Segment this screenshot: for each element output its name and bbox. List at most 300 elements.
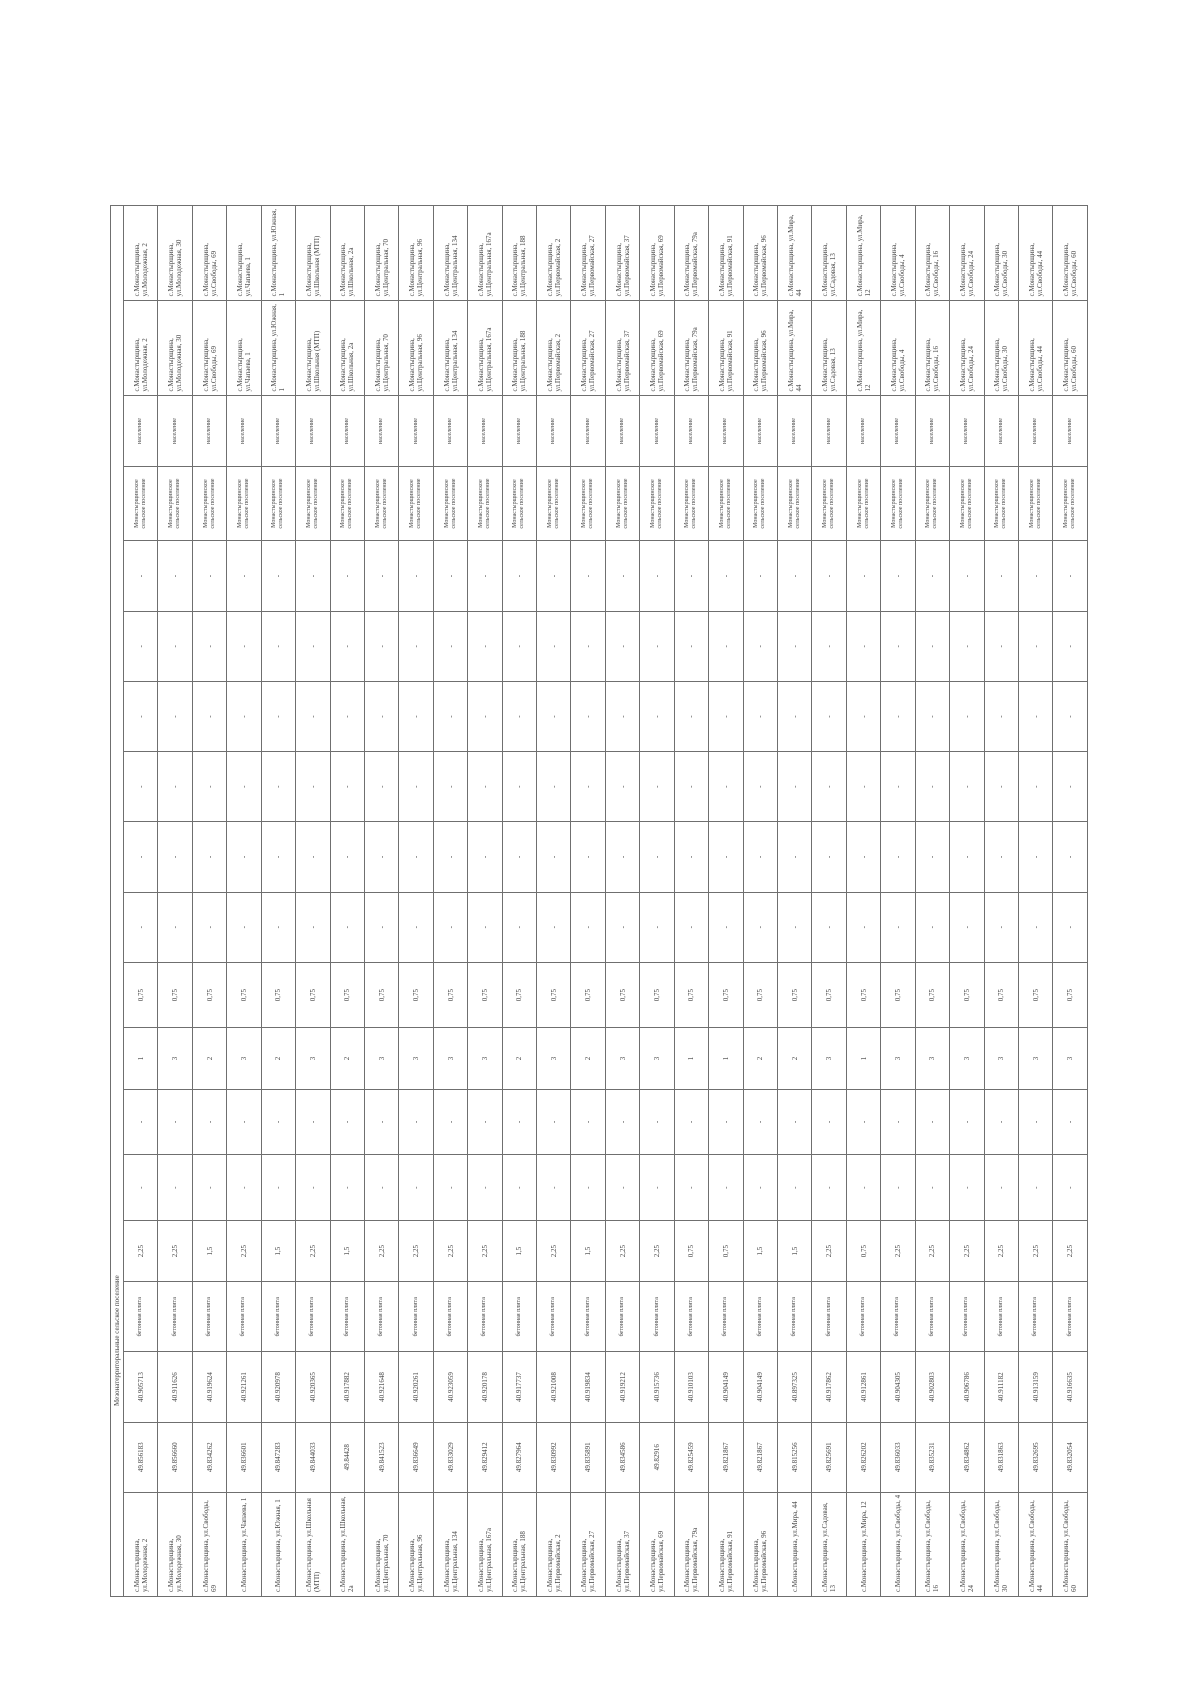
area-cell: 2,25 [227, 1221, 261, 1282]
container-count-cell: 3 [881, 1028, 915, 1089]
empty-col-1-cell: - [537, 892, 571, 962]
latitude-cell: 49.844033 [296, 1422, 330, 1492]
source-address-cell: с.Монастырщина, ул.Свободы, 24 [950, 301, 984, 396]
surface-type-cell: бетонная плита [709, 1282, 743, 1352]
container-volume-cell: 0,75 [192, 962, 226, 1028]
site-address-cell: с.Монастырщина, ул.Центральная, 96 [399, 1492, 433, 1596]
table-row [605, 206, 639, 1597]
surface-type-cell: бетонная плита [1018, 1282, 1052, 1352]
table-row [296, 206, 330, 1597]
longitude-cell: 40.917862 [812, 1352, 846, 1422]
longitude-cell: 40.919212 [605, 1352, 639, 1422]
empty-col-4-cell: - [330, 681, 364, 751]
container-count-planned-a-cell: - [433, 1155, 467, 1221]
empty-col-5-cell: - [124, 611, 158, 681]
empty-col-4-cell: - [571, 681, 605, 751]
surface-type-cell: бетонная плита [227, 1282, 261, 1352]
owner-name-cell: Монастырщинское сельское поселение [192, 466, 226, 541]
owner-name-cell: Монастырщинское сельское поселение [709, 466, 743, 541]
site-address-cell: с.Монастырщина, ул.Первомайская, 2 [537, 1492, 571, 1596]
owner-type-cell: население [537, 396, 571, 466]
site-address-cell: с.Монастырщина, ул.Свободы, 60 [1053, 1492, 1088, 1596]
area-cell: 1,5 [502, 1221, 536, 1282]
empty-col-4-cell: - [124, 681, 158, 751]
table-row [778, 206, 812, 1597]
surface-type-cell: бетонная плита [124, 1282, 158, 1352]
empty-col-3-cell: - [812, 752, 846, 822]
container-volume-cell: 0,75 [124, 962, 158, 1028]
empty-col-1-cell: - [743, 892, 777, 962]
longitude-cell: 40.913159 [1018, 1352, 1052, 1422]
empty-col-5-cell: - [984, 611, 1018, 681]
owner-type-cell: население [640, 396, 674, 466]
latitude-cell: 49.836649 [399, 1422, 433, 1492]
container-volume-cell: 0,75 [1053, 962, 1088, 1028]
table-row [571, 206, 605, 1597]
empty-col-6-cell: - [296, 541, 330, 611]
longitude-cell: 40.911182 [984, 1352, 1018, 1422]
empty-col-5-cell: - [1018, 611, 1052, 681]
section-row [111, 206, 124, 1597]
empty-col-2-cell: - [433, 822, 467, 892]
container-count-planned-a-cell: - [640, 1155, 674, 1221]
empty-col-1-cell: - [640, 892, 674, 962]
table-body [111, 206, 1088, 1597]
table-row [364, 206, 398, 1597]
empty-col-5-cell: - [812, 611, 846, 681]
source-address-cell: с.Монастырщина, ул.Первомайская, 2 [537, 301, 571, 396]
served-address-cell: с.Монастырщина, ул.Центральная, 134 [433, 206, 467, 301]
source-address-cell: с.Монастырщина, ул.Мира, 44 [778, 301, 812, 396]
source-address-cell: с.Монастырщина, ул.Центральная, 96 [399, 301, 433, 396]
site-address-cell: с.Монастырщина, ул.Свободы, 16 [915, 1492, 949, 1596]
site-address-cell: с.Монастырщина, ул.Чапаева, 1 [227, 1492, 261, 1596]
source-address-cell: с.Монастырщина, ул.Школьная, 2а [330, 301, 364, 396]
empty-col-5-cell: - [158, 611, 192, 681]
empty-col-3-cell: - [261, 752, 295, 822]
container-count-planned-a-cell: - [778, 1155, 812, 1221]
surface-type-cell: бетонная плита [571, 1282, 605, 1352]
owner-name-cell: Монастырщинское сельское поселение [468, 466, 502, 541]
empty-col-4-cell: - [227, 681, 261, 751]
empty-col-5-cell: - [915, 611, 949, 681]
source-address-cell: с.Монастырщина, ул.Центральная, 167а [468, 301, 502, 396]
empty-col-4-cell: - [915, 681, 949, 751]
container-count-planned-a-cell: - [399, 1155, 433, 1221]
latitude-cell: 49.832054 [1053, 1422, 1088, 1492]
owner-type-cell: население [364, 396, 398, 466]
empty-col-2-cell: - [192, 822, 226, 892]
surface-type-cell: бетонная плита [743, 1282, 777, 1352]
empty-col-3-cell: - [846, 752, 880, 822]
container-count-cell: 3 [537, 1028, 571, 1089]
container-count-planned-b-cell: - [605, 1089, 639, 1155]
empty-col-4-cell: - [192, 681, 226, 751]
container-volume-cell: 0,75 [846, 962, 880, 1028]
empty-col-3-cell: - [881, 752, 915, 822]
empty-col-1-cell: - [571, 892, 605, 962]
empty-col-5-cell: - [846, 611, 880, 681]
table-row [743, 206, 777, 1597]
empty-col-3-cell: - [192, 752, 226, 822]
empty-col-4-cell: - [640, 681, 674, 751]
container-count-planned-b-cell: - [261, 1089, 295, 1155]
empty-col-6-cell: - [433, 541, 467, 611]
container-count-planned-a-cell: - [846, 1155, 880, 1221]
owner-name-cell: Монастырщинское сельское поселение [433, 466, 467, 541]
container-count-planned-a-cell: - [227, 1155, 261, 1221]
container-volume-cell: 0,75 [571, 962, 605, 1028]
empty-col-2-cell: - [605, 822, 639, 892]
surface-type-cell: бетонная плита [364, 1282, 398, 1352]
container-count-planned-b-cell: - [743, 1089, 777, 1155]
container-count-planned-a-cell: - [709, 1155, 743, 1221]
surface-type-cell: бетонная плита [881, 1282, 915, 1352]
empty-col-4-cell: - [399, 681, 433, 751]
empty-col-2-cell: - [709, 822, 743, 892]
served-address-cell: с.Монастырщина, ул.Первомайская, 96 [743, 206, 777, 301]
area-cell: 2,25 [124, 1221, 158, 1282]
container-volume-cell: 0,75 [261, 962, 295, 1028]
latitude-cell: 49.827964 [502, 1422, 536, 1492]
latitude-cell: 49.847283 [261, 1422, 295, 1492]
site-address-cell: с.Монастырщина, ул.Центральная, 167а [468, 1492, 502, 1596]
latitude-cell: 49.826202 [846, 1422, 880, 1492]
container-count-planned-b-cell: - [1053, 1089, 1088, 1155]
site-address-cell: с.Монастырщина, ул.Первомайская, 79а [674, 1492, 708, 1596]
owner-type-cell: население [984, 396, 1018, 466]
empty-col-3-cell: - [1018, 752, 1052, 822]
area-cell: 2,25 [1018, 1221, 1052, 1282]
container-volume-cell: 0,75 [915, 962, 949, 1028]
owner-type-cell: население [1018, 396, 1052, 466]
owner-type-cell: население [124, 396, 158, 466]
area-cell: 2,25 [468, 1221, 502, 1282]
table-row [468, 206, 502, 1597]
owner-type-cell: население [846, 396, 880, 466]
empty-col-5-cell: - [537, 611, 571, 681]
owner-type-cell: население [571, 396, 605, 466]
empty-col-6-cell: - [674, 541, 708, 611]
container-count-planned-b-cell: - [502, 1089, 536, 1155]
empty-col-4-cell: - [1053, 681, 1088, 751]
served-address-cell: с.Монастырщина, ул.Свободы, 30 [984, 206, 1018, 301]
table-row [227, 206, 261, 1597]
empty-col-3-cell: - [537, 752, 571, 822]
empty-col-5-cell: - [502, 611, 536, 681]
container-count-planned-b-cell: - [468, 1089, 502, 1155]
empty-col-5-cell: - [296, 611, 330, 681]
empty-col-2-cell: - [571, 822, 605, 892]
empty-col-5-cell: - [330, 611, 364, 681]
rotated-table-wrapper [110, 205, 1088, 1597]
owner-name-cell: Монастырщинское сельское поселение [640, 466, 674, 541]
owner-name-cell: Монастырщинское сельское поселение [812, 466, 846, 541]
empty-col-1-cell: - [330, 892, 364, 962]
served-address-cell: с.Монастырщина, ул.Центральная, 70 [364, 206, 398, 301]
container-count-planned-a-cell: - [537, 1155, 571, 1221]
container-volume-cell: 0,75 [468, 962, 502, 1028]
container-volume-cell: 0,75 [743, 962, 777, 1028]
table-row [433, 206, 467, 1597]
container-count-planned-b-cell: - [330, 1089, 364, 1155]
container-count-planned-b-cell: - [1018, 1089, 1052, 1155]
source-address-cell: с.Монастырщина, ул.Молодежная, 2 [124, 301, 158, 396]
container-count-cell: 1 [846, 1028, 880, 1089]
served-address-cell: с.Монастырщина, ул.Мира, 12 [846, 206, 880, 301]
latitude-cell: 49.834262 [192, 1422, 226, 1492]
empty-col-3-cell: - [674, 752, 708, 822]
empty-col-2-cell: - [743, 822, 777, 892]
empty-col-5-cell: - [778, 611, 812, 681]
container-count-planned-a-cell: - [812, 1155, 846, 1221]
empty-col-3-cell: - [433, 752, 467, 822]
empty-col-3-cell: - [124, 752, 158, 822]
served-address-cell: с.Монастырщина, ул.Свободы, 69 [192, 206, 226, 301]
area-cell: 1,5 [261, 1221, 295, 1282]
container-count-cell: 3 [296, 1028, 330, 1089]
container-count-planned-a-cell: - [468, 1155, 502, 1221]
empty-col-6-cell: - [605, 541, 639, 611]
table-row [399, 206, 433, 1597]
area-cell: 2,25 [364, 1221, 398, 1282]
empty-col-2-cell: - [537, 822, 571, 892]
empty-col-6-cell: - [640, 541, 674, 611]
longitude-cell: 40.920978 [261, 1352, 295, 1422]
source-address-cell: с.Монастырщина, ул.Центральная, 70 [364, 301, 398, 396]
container-count-planned-b-cell: - [296, 1089, 330, 1155]
container-count-planned-a-cell: - [571, 1155, 605, 1221]
empty-col-1-cell: - [605, 892, 639, 962]
container-count-cell: 3 [364, 1028, 398, 1089]
container-count-planned-a-cell: - [192, 1155, 226, 1221]
container-count-planned-a-cell: - [124, 1155, 158, 1221]
empty-col-5-cell: - [743, 611, 777, 681]
empty-col-4-cell: - [984, 681, 1018, 751]
container-volume-cell: 0,75 [812, 962, 846, 1028]
surface-type-cell: бетонная плита [537, 1282, 571, 1352]
area-cell: 1,5 [571, 1221, 605, 1282]
area-cell: 1,5 [778, 1221, 812, 1282]
table-row [640, 206, 674, 1597]
container-count-planned-a-cell: - [915, 1155, 949, 1221]
table-row [158, 206, 192, 1597]
container-count-cell: 1 [709, 1028, 743, 1089]
served-address-cell: с.Монастырщина, ул.Школьная (МТП) [296, 206, 330, 301]
latitude-cell: 49.825459 [674, 1422, 708, 1492]
source-address-cell: с.Монастырщина, ул.Первомайская, 27 [571, 301, 605, 396]
source-address-cell: с.Монастырщина, ул.Мира, 12 [846, 301, 880, 396]
latitude-cell: 49.836601 [227, 1422, 261, 1492]
surface-type-cell: бетонная плита [330, 1282, 364, 1352]
empty-col-6-cell: - [227, 541, 261, 611]
empty-col-2-cell: - [984, 822, 1018, 892]
latitude-cell: 49.829412 [468, 1422, 502, 1492]
container-volume-cell: 0,75 [502, 962, 536, 1028]
container-count-planned-b-cell: - [158, 1089, 192, 1155]
served-address-cell: с.Монастырщина, ул.Свободы, 4 [881, 206, 915, 301]
longitude-cell: 40.912861 [846, 1352, 880, 1422]
empty-col-2-cell: - [468, 822, 502, 892]
empty-col-1-cell: - [364, 892, 398, 962]
container-count-planned-b-cell: - [881, 1089, 915, 1155]
area-cell: 2,25 [605, 1221, 639, 1282]
container-count-cell: 2 [743, 1028, 777, 1089]
empty-col-1-cell: - [709, 892, 743, 962]
container-count-cell: 3 [1018, 1028, 1052, 1089]
surface-type-cell: бетонная плита [605, 1282, 639, 1352]
empty-col-6-cell: - [468, 541, 502, 611]
owner-type-cell: население [227, 396, 261, 466]
empty-col-6-cell: - [1053, 541, 1088, 611]
empty-col-6-cell: - [537, 541, 571, 611]
latitude-cell: 49.834862 [950, 1422, 984, 1492]
area-cell: 1,5 [330, 1221, 364, 1282]
container-count-planned-b-cell: - [950, 1089, 984, 1155]
served-address-cell: с.Монастырщина, ул.Центральная, 96 [399, 206, 433, 301]
container-volume-cell: 0,75 [330, 962, 364, 1028]
source-address-cell: с.Монастырщина, ул.Свободы, 44 [1018, 301, 1052, 396]
empty-col-3-cell: - [468, 752, 502, 822]
site-address-cell: с.Монастырщина, ул.Первомайская, 91 [709, 1492, 743, 1596]
surface-type-cell: бетонная плита [192, 1282, 226, 1352]
empty-col-1-cell: - [227, 892, 261, 962]
empty-col-4-cell: - [778, 681, 812, 751]
owner-type-cell: население [605, 396, 639, 466]
owner-name-cell: Монастырщинское сельское поселение [364, 466, 398, 541]
container-count-planned-b-cell: - [640, 1089, 674, 1155]
container-count-planned-a-cell: - [605, 1155, 639, 1221]
empty-col-6-cell: - [881, 541, 915, 611]
empty-col-1-cell: - [192, 892, 226, 962]
longitude-cell: 40.919834 [571, 1352, 605, 1422]
empty-col-5-cell: - [227, 611, 261, 681]
site-address-cell: с.Монастырщина, ул.Мира, 44 [778, 1492, 812, 1596]
table-row [1018, 206, 1052, 1597]
container-count-cell: 2 [261, 1028, 295, 1089]
longitude-cell: 40.910103 [674, 1352, 708, 1422]
served-address-cell: с.Монастырщина, ул.Первомайская, 69 [640, 206, 674, 301]
empty-col-6-cell: - [571, 541, 605, 611]
surface-type-cell: бетонная плита [846, 1282, 880, 1352]
container-count-cell: 3 [950, 1028, 984, 1089]
empty-col-2-cell: - [364, 822, 398, 892]
container-count-cell: 3 [468, 1028, 502, 1089]
container-count-planned-a-cell: - [984, 1155, 1018, 1221]
empty-col-3-cell: - [296, 752, 330, 822]
empty-col-6-cell: - [709, 541, 743, 611]
container-count-planned-b-cell: - [674, 1089, 708, 1155]
empty-col-6-cell: - [364, 541, 398, 611]
container-volume-cell: 0,75 [950, 962, 984, 1028]
empty-col-2-cell: - [881, 822, 915, 892]
site-address-cell: с.Монастырщина, ул.Первомайская, 96 [743, 1492, 777, 1596]
source-address-cell: с.Монастырщина, ул.Молодежная, 30 [158, 301, 192, 396]
area-cell: 0,75 [709, 1221, 743, 1282]
empty-col-4-cell: - [261, 681, 295, 751]
container-count-planned-a-cell: - [158, 1155, 192, 1221]
surface-type-cell: бетонная плита [950, 1282, 984, 1352]
surface-type-cell: бетонная плита [812, 1282, 846, 1352]
area-cell: 0,75 [674, 1221, 708, 1282]
container-count-planned-b-cell: - [984, 1089, 1018, 1155]
waste-sites-register-table [110, 205, 1088, 1597]
container-volume-cell: 0,75 [778, 962, 812, 1028]
container-count-cell: 2 [778, 1028, 812, 1089]
longitude-cell: 40.917737 [502, 1352, 536, 1422]
empty-col-2-cell: - [778, 822, 812, 892]
empty-col-1-cell: - [433, 892, 467, 962]
surface-type-cell: бетонная плита [468, 1282, 502, 1352]
empty-col-5-cell: - [364, 611, 398, 681]
site-address-cell: с.Монастырщина, ул.Свободы, 30 [984, 1492, 1018, 1596]
empty-col-3-cell: - [399, 752, 433, 822]
owner-type-cell: население [674, 396, 708, 466]
container-count-cell: 1 [124, 1028, 158, 1089]
container-volume-cell: 0,75 [537, 962, 571, 1028]
owner-type-cell: население [743, 396, 777, 466]
source-address-cell: с.Монастырщина, ул.Свободы, 69 [192, 301, 226, 396]
container-count-cell: 3 [158, 1028, 192, 1089]
table-row [709, 206, 743, 1597]
longitude-cell: 40.902803 [915, 1352, 949, 1422]
container-count-cell: 2 [330, 1028, 364, 1089]
table-row [502, 206, 536, 1597]
empty-col-6-cell: - [330, 541, 364, 611]
owner-type-cell: население [158, 396, 192, 466]
empty-col-1-cell: - [296, 892, 330, 962]
source-address-cell: с.Монастырщина, ул.Центральная, 134 [433, 301, 467, 396]
area-cell: 2,25 [881, 1221, 915, 1282]
owner-type-cell: население [915, 396, 949, 466]
longitude-cell: 40.905713 [124, 1352, 158, 1422]
surface-type-cell: бетонная плита [433, 1282, 467, 1352]
container-volume-cell: 0,75 [433, 962, 467, 1028]
empty-col-4-cell: - [158, 681, 192, 751]
container-count-planned-b-cell: - [192, 1089, 226, 1155]
container-count-planned-b-cell: - [812, 1089, 846, 1155]
owner-name-cell: Монастырщинское сельское поселение [1018, 466, 1052, 541]
container-volume-cell: 0,75 [674, 962, 708, 1028]
source-address-cell: с.Монастырщина, ул.Первомайская, 69 [640, 301, 674, 396]
empty-col-5-cell: - [640, 611, 674, 681]
empty-col-2-cell: - [915, 822, 949, 892]
longitude-cell: 40.916635 [1053, 1352, 1088, 1422]
site-address-cell: с.Монастырщина, ул.Свободы, 44 [1018, 1492, 1052, 1596]
latitude-cell: 49.82916 [640, 1422, 674, 1492]
served-address-cell: с.Монастырщина, ул.Центральная, 167а [468, 206, 502, 301]
surface-type-cell: бетонная плита [915, 1282, 949, 1352]
empty-col-2-cell: - [399, 822, 433, 892]
latitude-cell: 49.856660 [158, 1422, 192, 1492]
longitude-cell: 40.904149 [743, 1352, 777, 1422]
served-address-cell: с.Монастырщина, ул.Свободы, 16 [915, 206, 949, 301]
area-cell: 2,25 [433, 1221, 467, 1282]
container-count-planned-b-cell: - [571, 1089, 605, 1155]
container-volume-cell: 0,75 [1018, 962, 1052, 1028]
empty-col-4-cell: - [433, 681, 467, 751]
empty-col-1-cell: - [881, 892, 915, 962]
owner-name-cell: Монастырщинское сельское поселение [778, 466, 812, 541]
latitude-cell: 49.84428 [330, 1422, 364, 1492]
empty-col-2-cell: - [950, 822, 984, 892]
empty-col-3-cell: - [984, 752, 1018, 822]
site-address-cell: с.Монастырщина, ул.Центральная, 134 [433, 1492, 467, 1596]
site-address-cell: с.Монастырщина, ул.Первомайская, 37 [605, 1492, 639, 1596]
empty-col-4-cell: - [468, 681, 502, 751]
owner-type-cell: население [296, 396, 330, 466]
source-address-cell: с.Монастырщина, ул.Центральная, 188 [502, 301, 536, 396]
